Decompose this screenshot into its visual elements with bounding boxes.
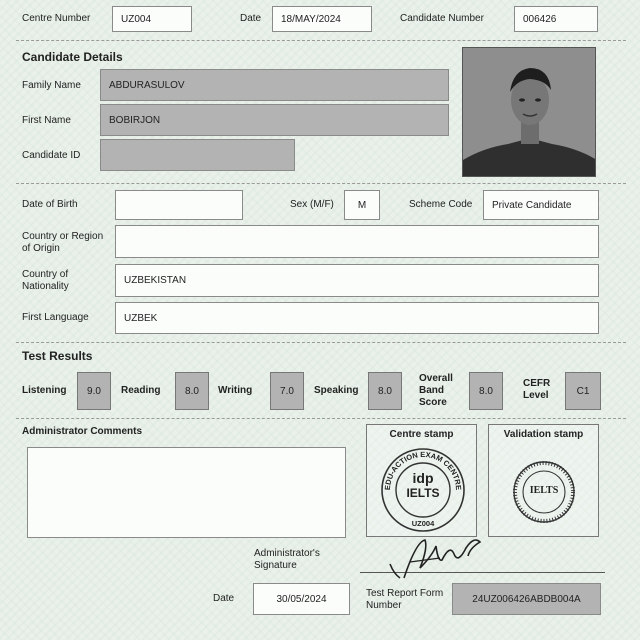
writing-score: 7.0 <box>270 372 304 410</box>
validation-stamp-box <box>488 424 599 537</box>
signature-icon <box>370 534 500 584</box>
trf-number-field: 24UZ006426ABDB004A <box>452 583 601 615</box>
candidate-details-title: Candidate Details <box>22 50 123 64</box>
reading-label: Reading <box>121 385 161 396</box>
overall-label-line1: Overall <box>419 373 453 384</box>
sex-label: Sex (M/F) <box>290 199 334 210</box>
validation-stamp-ielts: IELTS <box>529 485 559 496</box>
centre-number-label: Centre Number <box>22 13 91 24</box>
centre-stamp-box <box>366 424 477 537</box>
candidate-number-field: 006426 <box>514 6 598 32</box>
centre-stamp-seal <box>380 447 466 533</box>
cefr-label-line2: Level <box>523 390 549 401</box>
centre-stamp-ielts: IELTS <box>406 486 440 500</box>
admin-date-label: Date <box>213 593 235 604</box>
nationality-label-line1: Country of <box>22 269 69 280</box>
cefr-label-line1: CEFR <box>523 378 551 389</box>
listening-score: 9.0 <box>77 372 111 410</box>
family-name-field: ABDURASULOV <box>100 69 449 101</box>
listening-label: Listening <box>22 385 67 396</box>
header-date-field: 18/MAY/2024 <box>272 6 372 32</box>
country-region-field <box>115 225 599 258</box>
candidate-photo <box>462 47 596 177</box>
country-region-label-line1: Country or Region <box>22 231 104 242</box>
nationality-field: UZBEKISTAN <box>115 264 599 297</box>
scheme-code-label: Scheme Code <box>409 199 473 210</box>
signature-label-line2: Signature <box>254 560 297 571</box>
validation-stamp-label: Validation stamp <box>503 429 584 440</box>
overall-score: 8.0 <box>469 372 503 410</box>
first-language-field: UZBEK <box>115 302 599 334</box>
centre-stamp-code: UZ004 <box>411 519 435 528</box>
header-date-label: Date <box>240 13 262 24</box>
reading-score: 8.0 <box>175 372 209 410</box>
trf-label-line1: Test Report Form <box>366 588 444 599</box>
writing-label: Writing <box>218 385 253 396</box>
candidate-id-label: Candidate ID <box>22 150 81 161</box>
speaking-label: Speaking <box>314 385 359 396</box>
country-region-label-line2: of Origin <box>22 243 60 254</box>
trf-label-line2: Number <box>366 600 402 611</box>
candidate-number-label: Candidate Number <box>400 13 484 24</box>
nationality-label-line2: Nationality <box>22 281 69 292</box>
centre-stamp-label: Centre stamp <box>389 429 454 440</box>
candidate-id-field <box>100 139 295 171</box>
sex-field: M <box>344 190 380 220</box>
divider <box>16 342 626 343</box>
overall-label-line3: Score <box>419 397 447 408</box>
centre-stamp-ring-text: EDU-ACTION EXAM CENTRE <box>382 449 464 491</box>
centre-number-field: UZ004 <box>112 6 192 32</box>
scheme-code-field: Private Candidate <box>483 190 599 220</box>
admin-date-field: 30/05/2024 <box>253 583 350 615</box>
first-language-label: First Language <box>22 312 89 323</box>
person-silhouette-icon <box>463 48 596 177</box>
speaking-score: 8.0 <box>368 372 402 410</box>
divider <box>16 418 626 419</box>
cefr-level: C1 <box>565 372 601 410</box>
validation-stamp-seal <box>512 460 576 524</box>
admin-comments-field <box>27 447 346 538</box>
dob-field <box>115 190 243 220</box>
overall-label-line2: Band <box>419 385 444 396</box>
first-name-field: BOBIRJON <box>100 104 449 136</box>
signature-label-line1: Administrator's <box>254 548 320 559</box>
divider <box>16 40 626 41</box>
dob-label: Date of Birth <box>22 199 78 210</box>
admin-comments-label: Administrator Comments <box>22 426 143 437</box>
test-results-title: Test Results <box>22 349 93 363</box>
divider <box>16 183 626 184</box>
first-name-label: First Name <box>22 115 71 126</box>
family-name-label: Family Name <box>22 80 81 91</box>
idp-logo: idp <box>412 470 434 486</box>
